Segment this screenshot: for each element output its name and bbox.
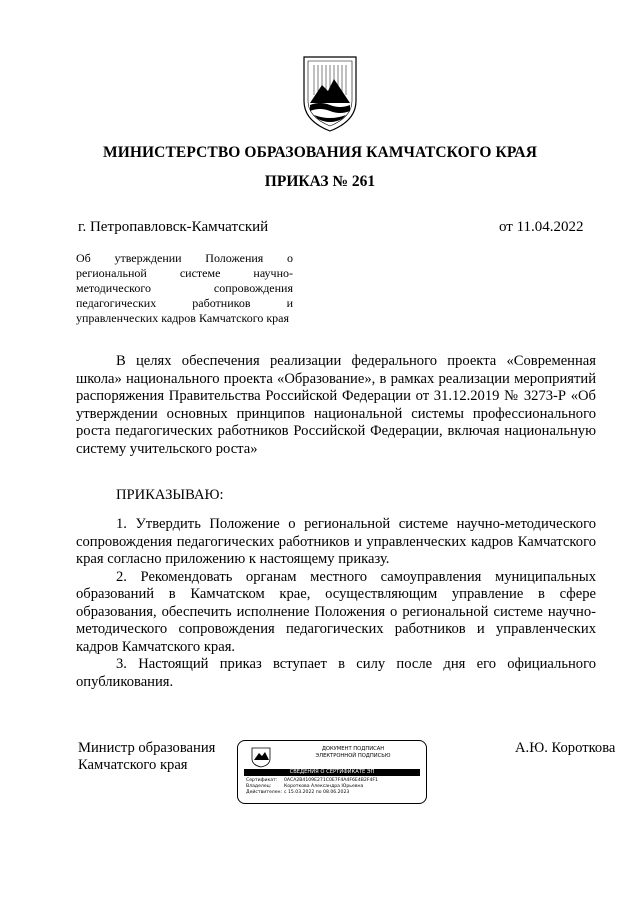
order-items [76, 516, 596, 691]
stamp-valid-row [246, 790, 349, 796]
stamp-cert-label: Сертификат: [246, 778, 278, 783]
stamp-owner-label: Владелец: [246, 784, 272, 789]
signer-position-line1: Министр образования [78, 740, 216, 756]
order-subject: Об утверждении Положения о региональной системе научно-методического сопровождения педагогических работников и управленческих кадров Камчатского края [76, 251, 293, 325]
stamp-emblem-icon [250, 746, 272, 768]
electronic-signature-stamp [237, 740, 427, 804]
signer-position [78, 740, 215, 774]
stamp-owner-value: Короткова Александра Юрьевна [284, 784, 364, 789]
order-date: от 11.04.2022 [499, 219, 584, 235]
city-line: г. Петропавловск-Камчатский [78, 219, 269, 235]
stamp-valid-value: с 15.03.2022 по 08.06.2023 [284, 790, 350, 795]
order-item-2: 2. Рекомендовать органам местного самоуправления муниципальных образований в Камчатском крае, осуществляющим управление в сфере образования, обеспечить исполнение Положения о региональной системе научно-методического сопровождения педагогических работников и управленческих кадров Камчатского края. [76, 568, 596, 655]
stamp-cert-value: 0ACA2B4109E271C0E7F4A4F6E4B2F4F1 [284, 778, 378, 783]
ministry-heading: МИНИСТЕРСТВО ОБРАЗОВАНИЯ КАМЧАТСКОГО КРАЯ [102, 144, 538, 161]
order-item-3: 3. Настоящий приказ вступает в силу после дня его официального опубликования. [76, 656, 596, 690]
stamp-cert-row [246, 778, 378, 784]
signer-position-line2: Камчатского края [78, 757, 188, 773]
signer-name: А.Ю. Короткова [515, 740, 616, 756]
stamp-owner-row [246, 784, 363, 790]
coat-of-arms-emblem [300, 55, 360, 133]
order-title: ПРИКАЗ № 261 [264, 173, 376, 190]
stamp-title-line2: ЭЛЕКТРОННОЙ ПОДПИСЬЮ [315, 753, 391, 759]
stamp-title-line1: ДОКУМЕНТ ПОДПИСАН [321, 746, 385, 752]
intro-paragraph: В целях обеспечения реализации федерального проекта «Современная школа» национального проекта «Образование», в рамках реализации мероприятий распоряжения Правительства Российской Федерации от 31.12.2019 № 3273-Р «Об утверждении основных принципов национальной системы профессионального роста педагогических работников Российской Федерации, включая национальную систему учительского роста» [76, 353, 596, 457]
order-word: ПРИКАЗЫВАЮ: [116, 487, 224, 503]
order-item-1: 1. Утвердить Положение о региональной системе научно-методического сопровождения педагогических работников и управленческих кадров Камчатского края согласно приложению к настоящему приказу. [76, 516, 596, 567]
stamp-valid-label: Действителен: [246, 790, 283, 795]
stamp-title [288, 746, 418, 760]
stamp-cert-header: СВЕДЕНИЯ О СЕРТИФИКАТЕ ЭП [244, 769, 420, 776]
